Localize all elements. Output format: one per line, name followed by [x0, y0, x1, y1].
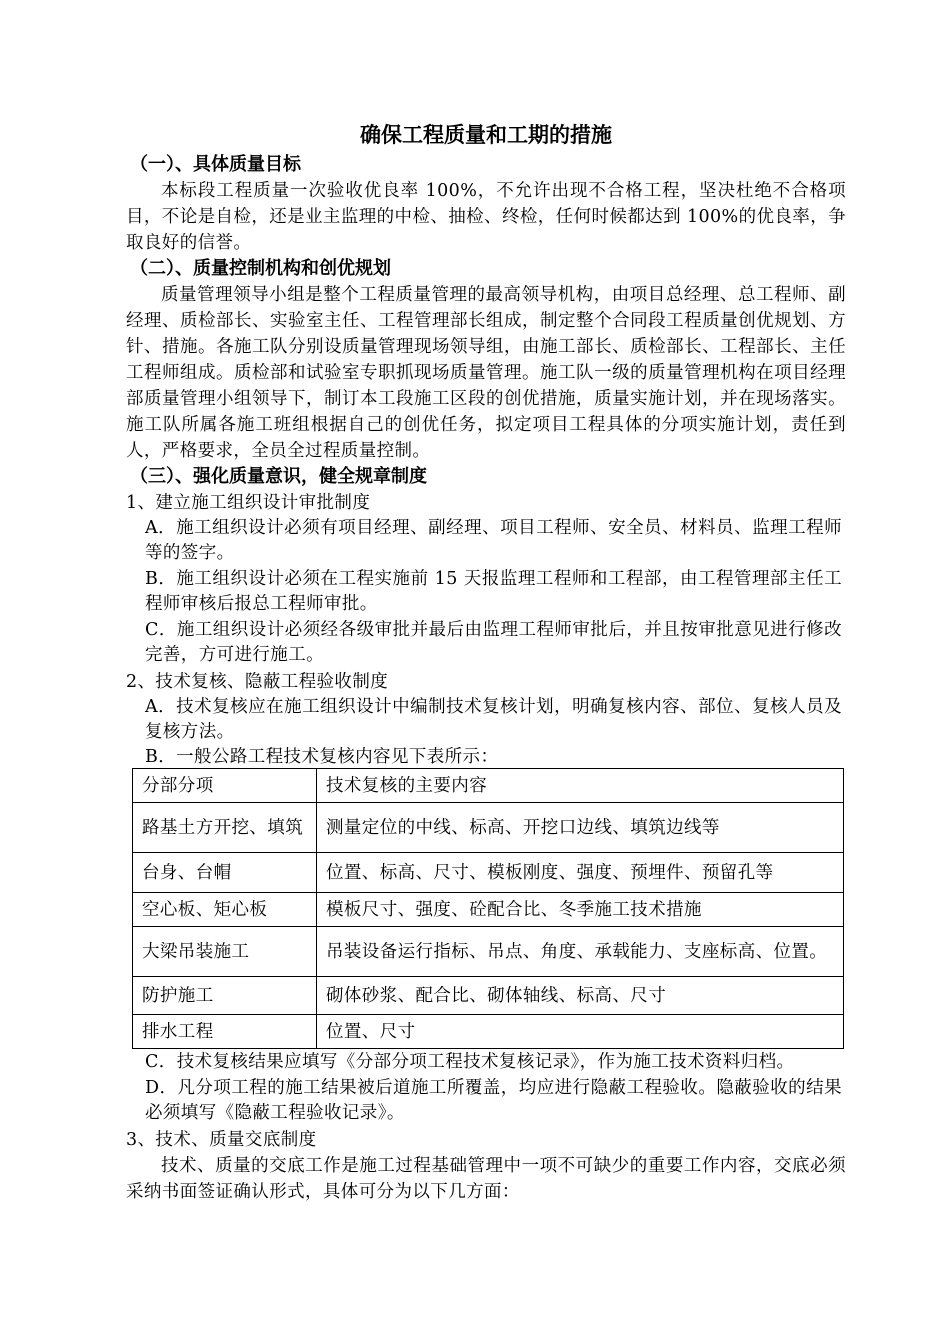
table-cell: 排水工程: [133, 1015, 317, 1049]
paragraph-disclosure: 技术、质量的交底工作是施工过程基础管理中一项不可缺少的重要工作内容，交底必须采纳书面签证确认形式，具体可分为以下几方面：: [126, 1156, 846, 1202]
table-cell: 大梁吊装施工: [133, 927, 317, 977]
item-2-a: A．技术复核应在施工组织设计中编制技术复核计划，明确复核内容、部位、复核人员及复核方法。: [145, 697, 842, 742]
table-cell: 模板尺寸、强度、砼配合比、冬季施工技术措施: [317, 893, 844, 927]
section-heading-quality-organization: （二）、质量控制机构和创优规划: [130, 258, 391, 279]
table-cell: 路基土方开挖、填筑: [133, 803, 317, 853]
table-header-row: [133, 769, 844, 803]
table-cell: 砌体砂浆、配合比、砌体轴线、标高、尺寸: [317, 977, 844, 1015]
item-2-c: C．技术复核结果应填写《分部分项工程技术复核记录》，作为施工技术资料归档。: [145, 1052, 795, 1072]
table-cell: 防护施工: [133, 977, 317, 1015]
table-cell: 位置、尺寸: [317, 1015, 844, 1049]
item-1-c: C．施工组织设计必须经各级审批并最后由监理工程师审批后，并且按审批意见进行修改完善，方可进行施工。: [145, 620, 842, 665]
technical-review-table: [132, 768, 844, 1049]
section-heading-rules: （三）、强化质量意识，健全规章制度: [130, 466, 427, 487]
table-cell: 位置、标高、尺寸、模板刚度、强度、预埋件、预留孔等: [317, 853, 844, 893]
table-row: [133, 853, 844, 893]
section-heading-quality-goal: （一）、具体质量目标: [130, 154, 301, 175]
item-1-b: B．施工组织设计必须在工程实施前 15 天报监理工程师和工程部，由工程管理部主任工程师审核后报总工程师审批。: [145, 569, 842, 614]
table-cell: 测量定位的中线、标高、开挖口边线、填筑边线等: [317, 803, 844, 853]
table-row: [133, 893, 844, 927]
document-page: [126, 118, 846, 1205]
paragraph-quality-goal: 本标段工程质量一次验收优良率 100%，不允许出现不合格工程，坚决杜绝不合格项目，不论是自检，还是业主监理的中检、抽检、终检，任何时候都达到 100%的优良率，争取良好的信誉。: [126, 181, 846, 253]
item-2-d: D．凡分项工程的施工结果被后道施工所覆盖，均应进行隐蔽工程验收。隐蔽验收的结果必须填写《隐蔽工程验收记录》。: [145, 1078, 842, 1123]
table-row: [133, 803, 844, 853]
table-cell: 空心板、矩心板: [133, 893, 317, 927]
item-1-a: A．施工组织设计必须有项目经理、副经理、项目工程师、安全员、材料员、监理工程师等的签字。: [145, 518, 842, 563]
paragraph-quality-organization: 质量管理领导小组是整个工程质量管理的最高领导机构，由项目总经理、总工程师、副经理、质检部长、实验室主任、工程管理部长组成，制定整个合同段工程质量创优规划、方针、措施。各施工队分别设质量管理现场领导组，由施工部长、质检部长、工程部长、主任工程师组成。质检部和试验室专职抓现场质量管理。施工队一级的质量管理机构在项目经理部质量管理小组领导下，制订本工段施工区段的创优措施，质量实施计划，并在现场落实。施工队所属各施工班组根据自己的创优任务，拟定项目工程具体的分项实施计划，责任到人，严格要求，全员全过程质量控制。: [126, 285, 846, 461]
table-header-cell: 技术复核的主要内容: [317, 769, 844, 803]
item-label-technical-review: 2、技术复核、隐蔽工程验收制度: [126, 672, 389, 692]
document-title: 确保工程质量和工期的措施: [360, 122, 612, 147]
table-row: [133, 927, 844, 977]
table-row: [133, 1015, 844, 1049]
table-header-cell: 分部分项: [133, 769, 317, 803]
table-cell: 吊装设备运行指标、吊点、角度、承载能力、支座标高、位置。: [317, 927, 844, 977]
item-label-disclosure: 3、技术、质量交底制度: [126, 1130, 317, 1150]
table-cell: 台身、台帽: [133, 853, 317, 893]
item-label-design-approval: 1、建立施工组织设计审批制度: [126, 493, 371, 513]
item-2-b: B．一般公路工程技术复核内容见下表所示：: [145, 747, 499, 767]
table-row: [133, 977, 844, 1015]
